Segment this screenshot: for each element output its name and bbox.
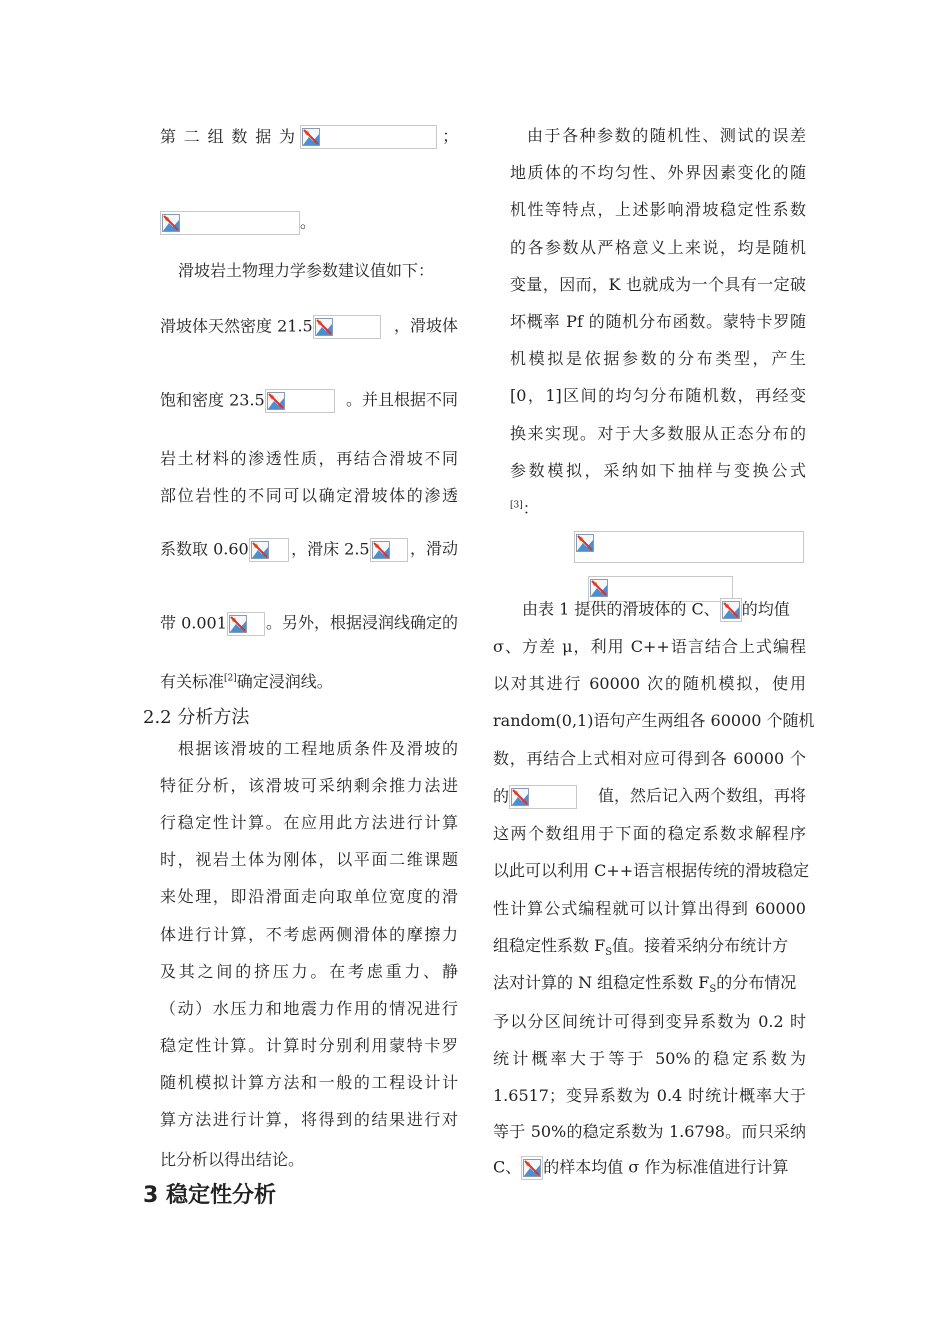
text: 确定浸润线。 <box>236 672 333 691</box>
paragraph-line <box>160 485 458 507</box>
broken-image-icon <box>229 615 247 633</box>
text: C、 <box>493 1157 522 1177</box>
text: 由表 1 提供的滑坡体的 C、 <box>522 599 720 619</box>
paragraph-line: （动）水压力和地震力作用的情况进行 <box>160 998 458 1018</box>
text: 。并且根据不同 <box>345 390 458 409</box>
citation: [2] <box>224 673 237 684</box>
text: 系数取 0.60 <box>160 539 249 559</box>
paragraph-line: 滑坡岩土物理力学参数建议值如下： <box>178 261 435 280</box>
paragraph-line: 1.6517；变异系数为 0.4 时统计概率大于 <box>493 1085 806 1105</box>
text: 的分布情况 <box>716 973 797 992</box>
formula-image <box>160 211 300 235</box>
paragraph-line <box>160 671 333 693</box>
broken-image-icon <box>511 788 529 806</box>
broken-image-icon <box>722 601 740 619</box>
text: ，滑动 <box>409 539 458 558</box>
paragraph-line: [0，1]区间的均匀分布随机数，再经变 <box>510 386 806 406</box>
text: 部位岩性的不同可以确定滑坡体的渗透 <box>160 486 458 505</box>
paragraph-line: 根据该滑坡的工程地质条件及滑坡的 <box>178 739 458 758</box>
paragraph-line: 予以分区间统计可得到变异系数为 0.2 时 <box>493 1012 806 1031</box>
unit-image <box>313 315 381 339</box>
paragraph-line: 地质体的不均匀性、外界因素变化的随 <box>510 163 806 183</box>
paragraph-line: 参数模拟，采纳如下抽样与变换公式 <box>510 460 806 480</box>
broken-image-icon <box>523 1159 541 1177</box>
text: 有关标准 <box>160 672 225 691</box>
paragraph-line: 机性等特点，上述影响滑坡稳定性系数 <box>510 200 806 220</box>
paragraph-line: 稳定性计算。计算时分别利用蒙特卡罗 <box>160 1035 458 1055</box>
equation-image <box>574 531 804 563</box>
text: 的均值 <box>741 599 790 619</box>
paragraph-line: 换来实现。对于大多数服从正态分布的 <box>510 423 806 443</box>
paragraph-line: 性计算公式编程就可以计算出得到 60000 <box>493 898 806 918</box>
broken-image-icon <box>372 541 390 559</box>
text: 法对计算的 N 组稳定性系数 F <box>493 973 710 992</box>
punctuation: ； <box>442 126 459 146</box>
paragraph-line <box>493 935 806 957</box>
symbol-image <box>521 1156 543 1180</box>
text: ，滑床 2.5 <box>291 539 370 559</box>
punctuation: ： <box>522 499 539 518</box>
citation: [3] <box>510 500 523 511</box>
broken-image-icon <box>590 579 608 597</box>
unit-image <box>227 612 265 636</box>
permeability-line <box>160 538 458 562</box>
paragraph-line: 特征分析，该滑坡可采纳剩余推力法进 <box>160 776 458 796</box>
text: 岩土材料的渗透性质，再结合滑坡不同 <box>160 449 458 468</box>
broken-image-icon <box>162 214 180 232</box>
text: 组稳定性系数 F <box>493 936 606 955</box>
paragraph-line: 以此可以利用 C++语言根据传统的滑坡稳定 <box>493 861 810 881</box>
paragraph-line: 等于 50%的稳定系数为 1.6798。而只采纳 <box>493 1122 806 1142</box>
paragraph-line <box>493 1156 788 1180</box>
data-group-label: 第二组数据为 <box>160 127 295 146</box>
text: 滑坡体天然密度 21.5 <box>160 316 313 336</box>
paragraph-line: 这两个数组用于下面的稳定系数求解程序 <box>493 824 806 843</box>
formula-line <box>160 211 316 235</box>
density-line <box>160 315 458 339</box>
paragraph-line: 数，再结合上式相对应可得到各 60000 个 <box>493 748 806 768</box>
paragraph-line: 以对其进行 60000 次的随机模拟，使用 <box>493 674 806 694</box>
paragraph-line: 比分析以得出结论。 <box>160 1150 305 1169</box>
text: 带 0.001 <box>160 613 227 633</box>
text: 的 <box>493 786 510 806</box>
equation-block <box>574 531 804 563</box>
unit-image <box>370 538 408 562</box>
paragraph-line: 体进行计算，不考虑两侧滑体的摩擦力 <box>160 924 458 944</box>
broken-image-icon <box>251 541 269 559</box>
paragraph-line: 时，视岩土体为刚体，以平面二维课题 <box>160 850 458 870</box>
broken-image-icon <box>302 128 320 146</box>
permeability-line <box>160 612 458 636</box>
paragraph-line: 来处理，即沿滑面走向取单位宽度的滑 <box>160 887 458 907</box>
paragraph-line: 及其之间的挤压力。在考虑重力、静 <box>160 961 458 981</box>
paragraph-line <box>522 598 790 622</box>
subscript: S <box>709 984 717 996</box>
paragraph-line: random(0,1)语句产生两组各 60000 个随机 <box>493 711 815 731</box>
unit-image <box>249 538 289 562</box>
text: 值，然后记入两个数组，再将 <box>597 786 806 805</box>
broken-image-icon <box>267 392 285 410</box>
paragraph-line: 的各参数从严格意义上来说，均是随机 <box>510 237 806 257</box>
symbol-image <box>720 598 742 622</box>
text: ，滑坡体 <box>393 316 458 335</box>
text: 的样本均值 σ 作为标准值进行计算 <box>543 1157 789 1177</box>
subscript: S <box>605 947 613 959</box>
paragraph-line: 变量，因而，K 也就成为一个具有一定破 <box>510 274 806 294</box>
data-group-line <box>160 125 459 149</box>
citation-line <box>510 498 539 520</box>
paragraph-line: 行稳定性计算。在应用此方法进行计算 <box>160 813 458 833</box>
broken-image-icon <box>315 318 333 336</box>
unit-image <box>265 389 335 413</box>
paragraph-line: 由于各种参数的随机性、测试的误差 <box>527 126 806 145</box>
paragraph-line: 坏概率 Pf 的随机分布函数。蒙特卡罗随 <box>510 312 806 331</box>
paragraph-line: σ、方差 μ，利用 C++语言结合上式编程 <box>493 637 806 656</box>
symbol-image <box>509 785 577 809</box>
paragraph-line <box>493 972 806 994</box>
paragraph-line: 统计概率大于等于 50%的稳定系数为 <box>493 1048 806 1068</box>
paragraph-line: 随机模拟计算方法和一般的工程设计计 <box>160 1072 458 1092</box>
text: 。另外，根据浸润线确定的 <box>265 613 458 632</box>
section-heading: 2.2 分析方法 <box>143 707 250 728</box>
text: 值。接着采纳分布统计方 <box>612 936 789 955</box>
paragraph-line <box>493 785 806 809</box>
section-heading: 3 稳定性分析 <box>143 1183 276 1208</box>
paragraph-line: 机模拟是依据参数的分布类型，产生 <box>510 349 806 369</box>
punctuation: 。 <box>300 212 317 232</box>
paragraph-line: 算方法进行计算，将得到的结果进行对 <box>160 1110 458 1129</box>
formula-image <box>300 125 437 149</box>
density-line <box>160 389 458 413</box>
broken-image-icon <box>576 534 594 552</box>
text: 饱和密度 23.5 <box>160 390 265 410</box>
paragraph-line <box>160 448 458 470</box>
